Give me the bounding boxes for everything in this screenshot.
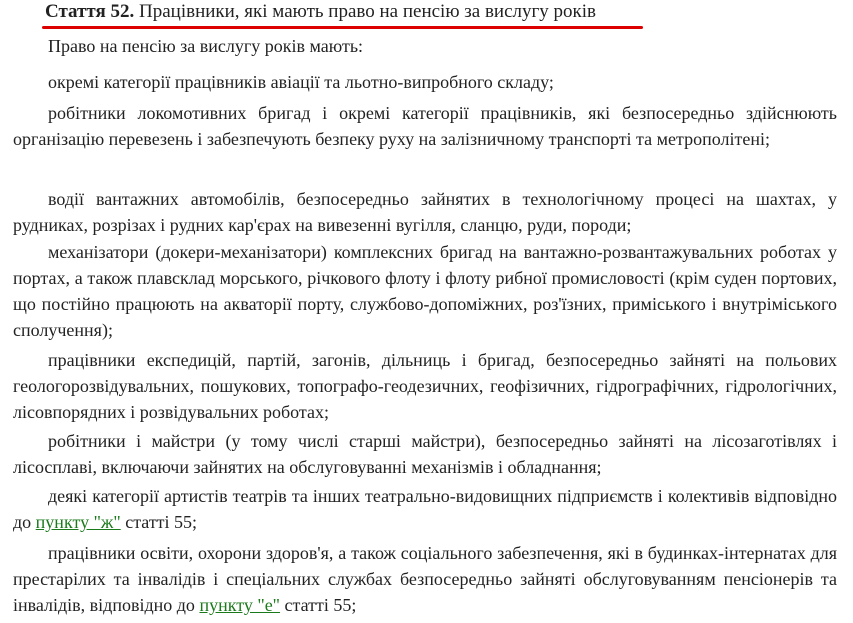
paragraph-education bbox=[13, 540, 837, 618]
article-number: Стаття 52. bbox=[45, 1, 135, 22]
paragraph-artists-text: деякі категорії артистів театрів та інших театрально-видовищних підприємств і колективів відповідно до bbox=[13, 486, 837, 532]
paragraph-forestry: робітники і майстри (у тому числі старші майстри), безпосередньо зайняті на лісозаготівлях і лісосплаві, включаючи зайнятих на обслуговуванні механізмів і обладнання; bbox=[13, 431, 837, 477]
article-title: Працівники, які мають право на пенсію за вислугу років bbox=[139, 1, 597, 22]
paragraph-aviation: окремі категорії працівників авіації та льотно-випробного складу; bbox=[48, 72, 554, 92]
heading-underline bbox=[42, 26, 643, 29]
paragraph-dockers: механізатори (докери-механізатори) комплексних бригад на вантажно-розвантажувальних роботах у портах, а також плавсклад морського, річкового флоту і флоту рибної промисловості (крім суден портових, що постійно працюють на акваторії порту, службово-допоміжних, роз'їзних, приміського і внутріміського сполучення); bbox=[13, 242, 837, 340]
paragraph-locomotive: робітники локомотивних бригад і окремі категорії працівників, які безпосередньо здійснюють організацію перевезень і забезпечують безпеку руху на залізничному транспорті та метрополітені; bbox=[13, 103, 837, 149]
paragraph-artists bbox=[13, 483, 837, 535]
paragraph-expeditions: працівники експедицій, партій, загонів, дільниць і бригад, безпосередньо зайняті на польових геологорозвідувальних, пошукових, топографо-геодезичних, геофізичних, гідрографічних, гідрологічних, лісовпорядних і розвідувальних роботах; bbox=[13, 350, 837, 422]
link-item-e[interactable]: пункту "е" bbox=[199, 595, 281, 615]
link-item-zh[interactable]: пункту "ж" bbox=[35, 512, 121, 532]
paragraph-truck-drivers: водії вантажних автомобілів, безпосередньо зайнятих в технологічному процесі на шахтах, у рудниках, розрізах і рудних кар'єрах на вивезенні вугілля, сланцю, руди, породи; bbox=[13, 189, 837, 235]
paragraph-education-tail: статті 55; bbox=[280, 595, 357, 615]
article-heading bbox=[45, 0, 596, 24]
paragraph-intro: Право на пенсію за вислугу років мають: bbox=[48, 36, 364, 56]
paragraph-education-text: працівники освіти, охорони здоров'я, а також соціального забезпечення, які в будинках-інтернатах для престарілих та інвалідів і спеціальних службах безпосередньо зайняті обслуговуванням пенсіонерів та інвалідів, відповідно до bbox=[13, 543, 837, 615]
paragraph-artists-tail: статті 55; bbox=[120, 512, 198, 532]
